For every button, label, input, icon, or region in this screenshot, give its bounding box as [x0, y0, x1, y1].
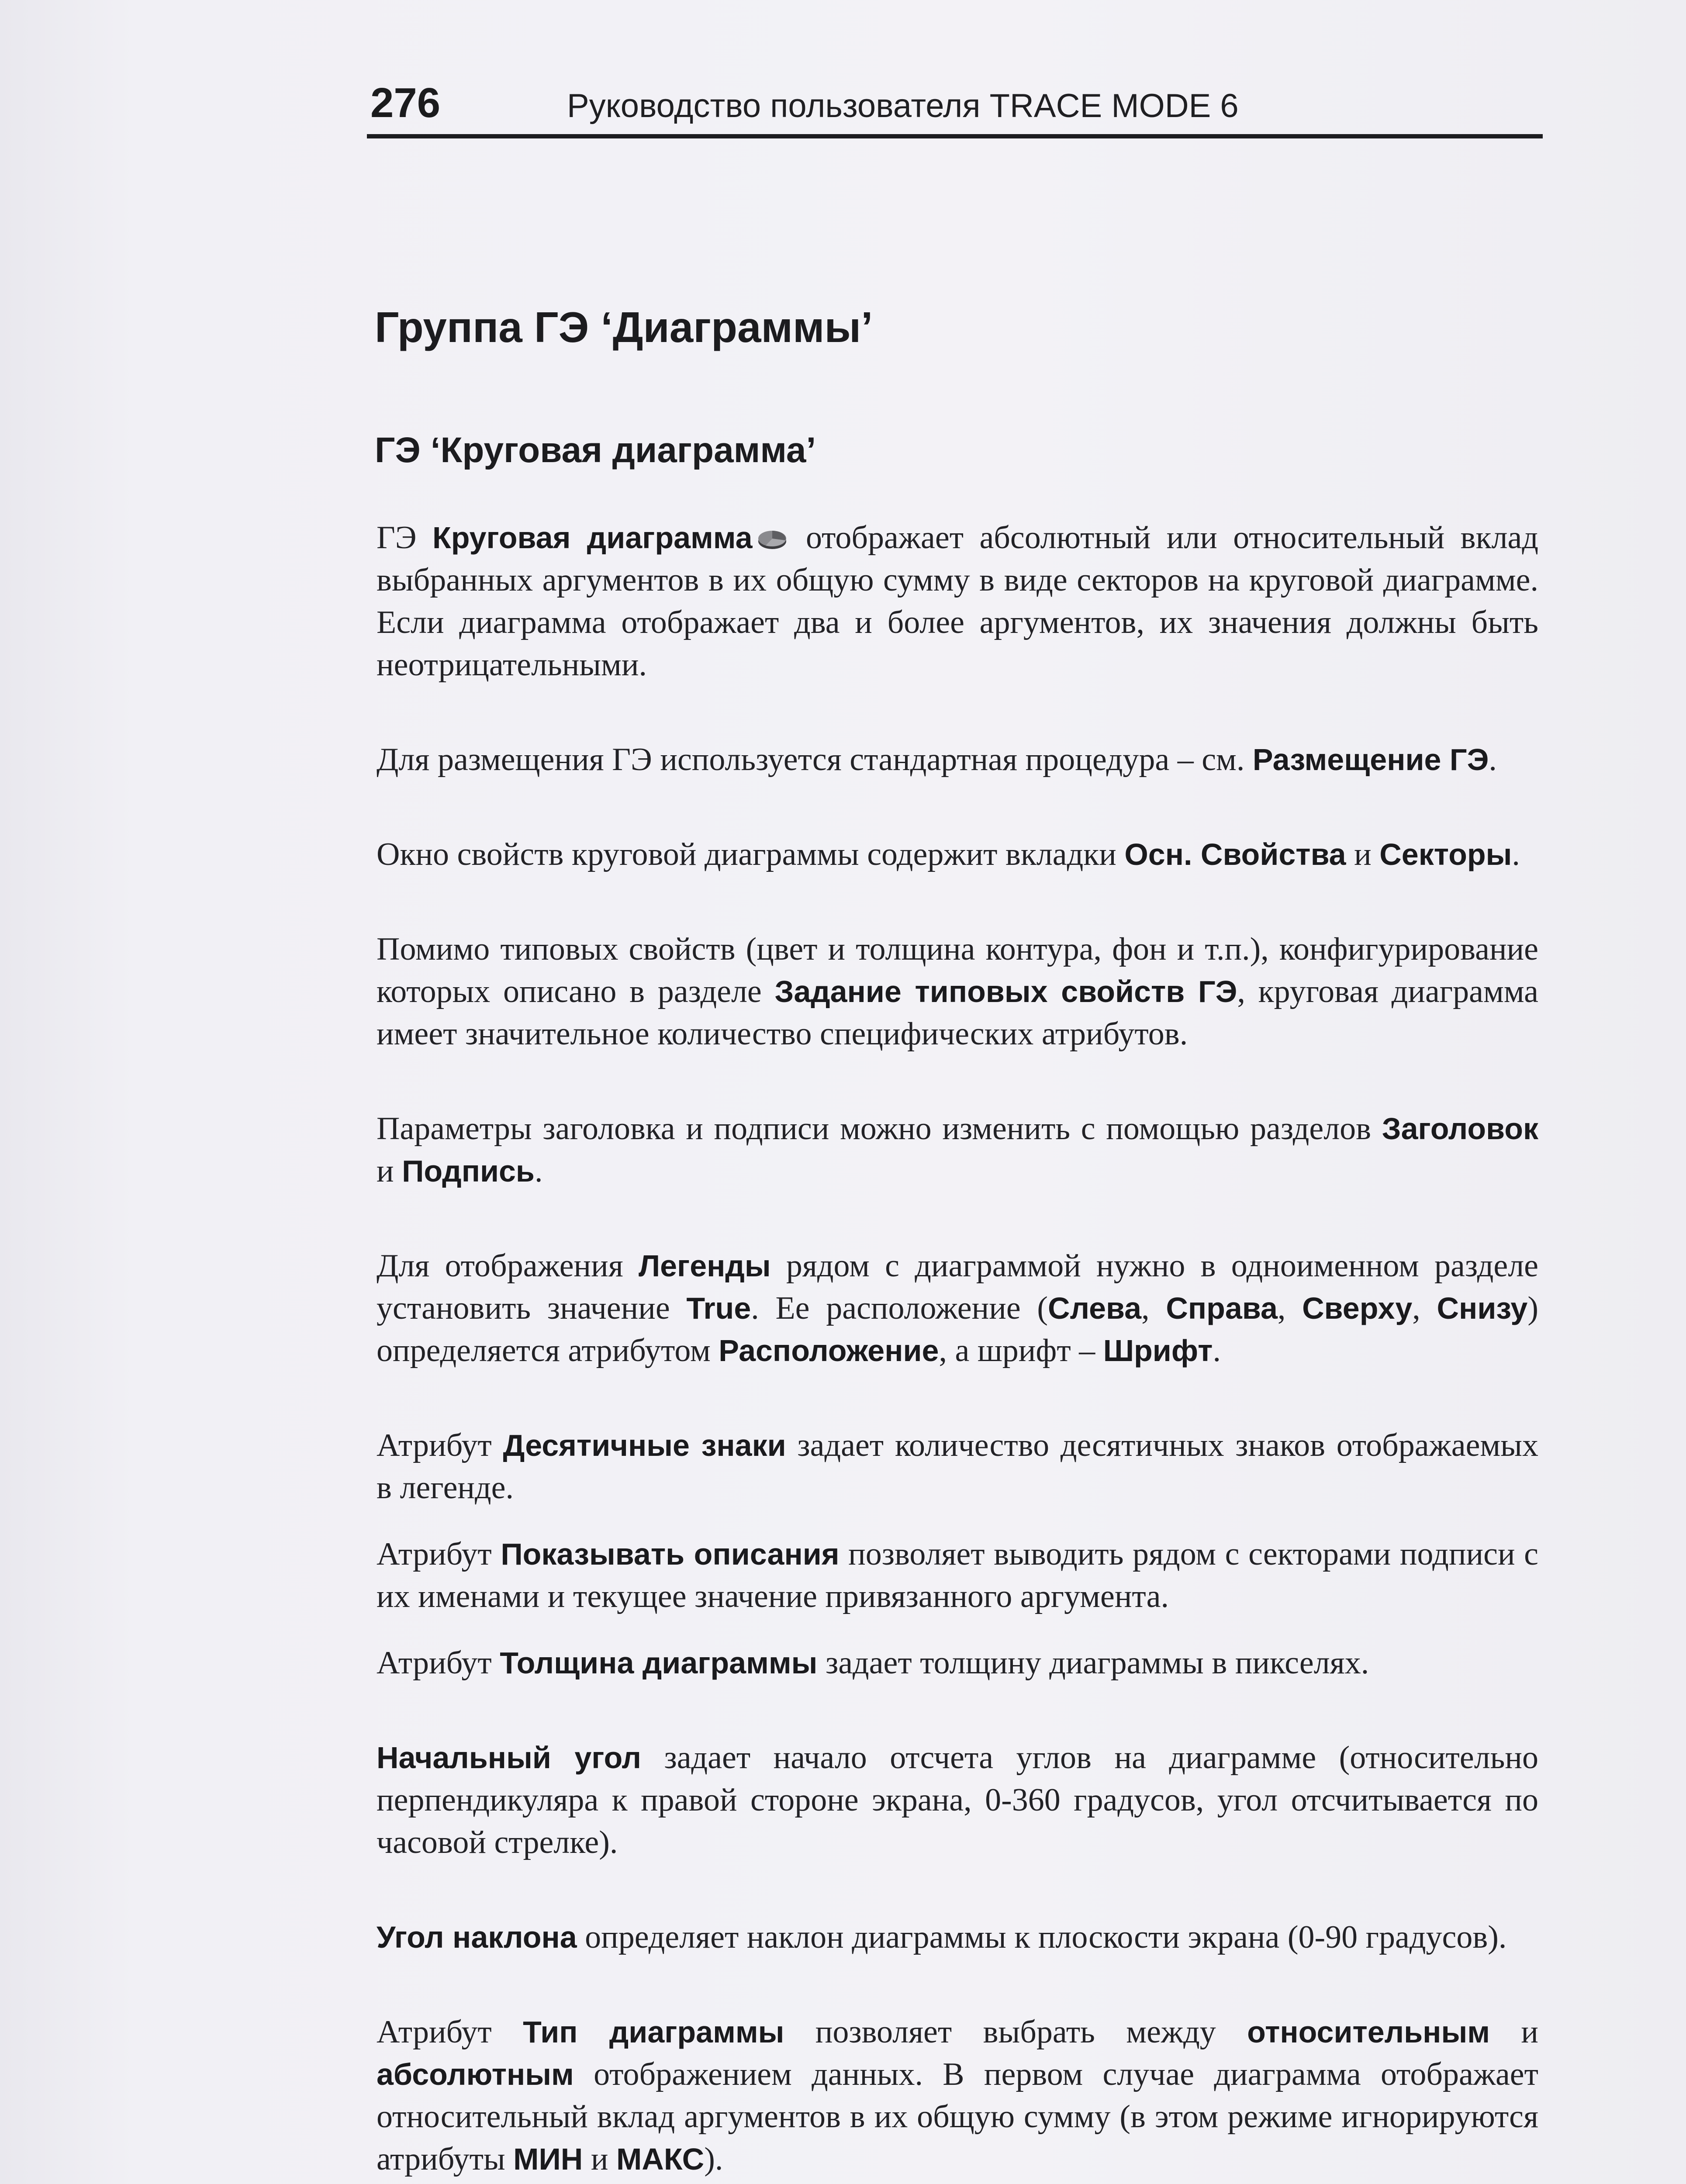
paragraph: ГЭ Круговая диаграмма отображает абсолютный или относительный вклад выбранных аргументов в их общую сумму в виде секторов на круговой диаграмме. Если диаграмма отображает два и более аргументов, их значения должны быть неотрицательными. — [377, 520, 1538, 683]
subsection-heading: ГЭ ‘Круговая диаграмма’ — [375, 430, 816, 470]
paragraph: Начальный угол задает начало отсчета углов на диаграмме (относительно перпендикуляра к правой стороне экрана, 0-360 градусов, угол отсчитывается по часовой стрелке). — [377, 1740, 1539, 1860]
paragraph: Параметры заголовка и подписи можно изменить с помощью разделов Заголовок и Подпись. — [377, 1111, 1538, 1189]
pie-chart-icon — [757, 528, 788, 551]
paragraph: Атрибут Десятичные знаки задает количество десятичных знаков отображаемых в легенде. — [377, 1427, 1538, 1506]
body-text — [377, 517, 1538, 2184]
paragraph: Окно свойств круговой диаграммы содержит вкладки Осн. Свойства и Секторы. — [377, 836, 1520, 872]
paragraph: Угол наклона определяет наклон диаграммы к плоскости экрана (0-90 градусов). — [377, 1919, 1507, 1955]
paragraph: Для размещения ГЭ используется стандартная процедура – см. Размещение ГЭ. — [377, 742, 1497, 778]
page-number: 276 — [370, 79, 441, 126]
paragraph: Атрибут Показывать описания позволяет выводить рядом с секторами подписи с их именами и текущее значение привязанного аргумента. — [377, 1536, 1538, 1614]
header-rule — [367, 134, 1543, 138]
section-heading: Группа ГЭ ‘Диаграммы’ — [375, 303, 873, 351]
running-header-title: Руководство пользователя TRACE MODE 6 — [567, 87, 1239, 124]
paragraph: Помимо типовых свойств (цвет и толщина контура, фон и т.п.), конфигурирование которых описано в разделе Задание типовых свойств ГЭ, круговая диаграмма имеет значительное количество специфических атрибутов. — [377, 931, 1538, 1052]
paragraph: Атрибут Тип диаграммы позволяет выбрать между относительным и абсолютным отображением данных. В первом случае диаграмма отображает относительный вклад аргументов в их общую сумму (в этом режиме игнорируются атрибуты МИН и МАКС). — [377, 2014, 1538, 2177]
paragraph: Атрибут Толщина диаграммы задает толщину диаграммы в пикселях. — [377, 1645, 1369, 1681]
paragraph: Для отображения Легенды рядом с диаграммой нужно в одноименном разделе установить значение True. Ее расположение (Слева, Справа, Сверху, Снизу) определяется атрибутом Расположение, а шрифт – Шрифт. — [377, 1248, 1538, 1368]
